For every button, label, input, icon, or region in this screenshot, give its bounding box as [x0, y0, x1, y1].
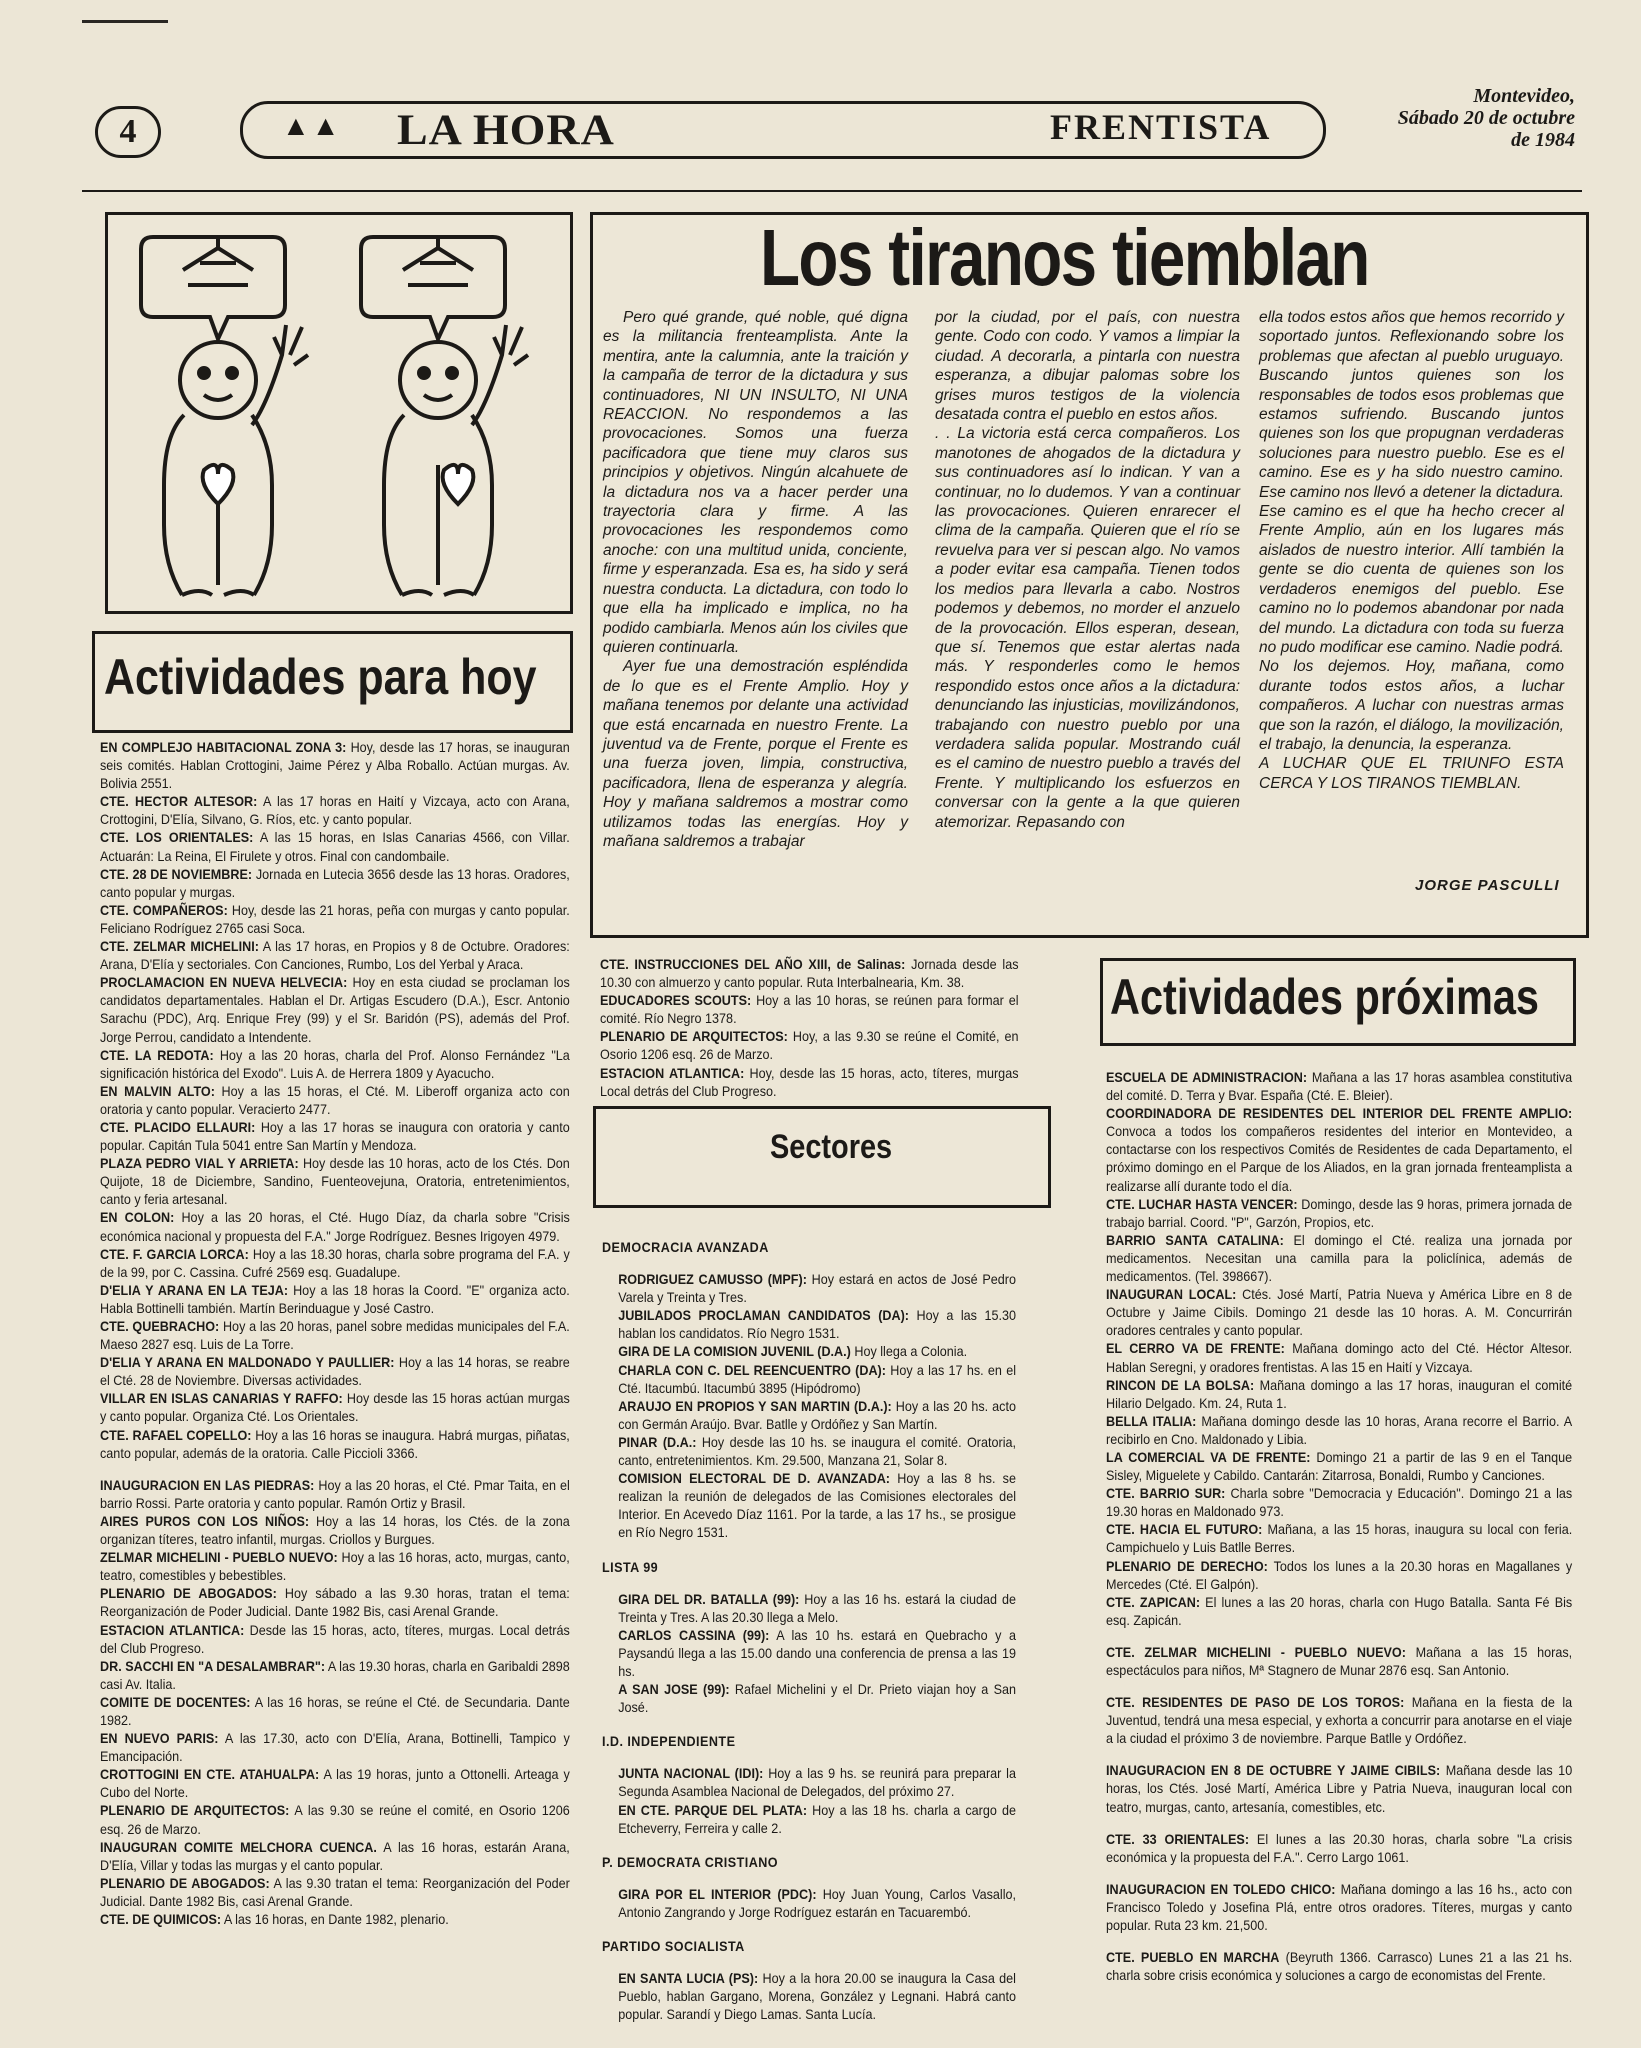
item-text: Hoy llega a Colonia. — [850, 1343, 968, 1360]
list-item — [1106, 1231, 1572, 1285]
list-item — [100, 828, 570, 864]
item-text: Hoy a las 14 horas, los Ctés. de la zona organizan títeres, teatro infantil, murgas. Criollos y Burgues. — [100, 1512, 570, 1548]
item-text: Domingo, desde las 9 horas, primera jornada de trabajo barrial. Coord. "P", Garzón, Propios, etc. — [1106, 1195, 1573, 1230]
item-text: Mañana domingo a las 16 hs., acto con Francisco Toledo y Josefina Plá, entre otros oradores. Títeres, murgas y canto popular. Ruta 23 km. 21,500. — [1106, 1880, 1573, 1934]
item-text: Mañana domingo a las 17 horas, inauguran el comité Hilario Delgado. Km. 24, Ruta 1. — [1106, 1376, 1573, 1411]
item-label: RODRIGUEZ CAMUSSO (MPF): — [618, 1271, 807, 1288]
item-text: El domingo el Cté. realiza una jornada por medicamentos. Necesitan una camilla para la policlínica, además de medicamentos. (Tel. 398667). — [1106, 1231, 1573, 1285]
newspaper-logo: LA HORA — [397, 105, 615, 154]
sectores-title: Sectores — [770, 1128, 893, 1166]
item-label: ESTACION ATLANTICA: — [600, 1064, 745, 1081]
editorial-paragraph: por la ciudad, por el país, con nuestra gente. Codo con codo. Y vamos a limpiar la ciudad. A decorarla, a pintarla con nuestra esperanza, a dibujar palomas sobre los grises muros testigos de la violencia desatada contra el pueblo en estos años. — [935, 309, 1240, 424]
item-text: Mañana domingo desde las 10 horas, Arana recorre el Barrio. A recibirlo en Cno. Maldonado y Libia. — [1106, 1412, 1573, 1447]
list-item — [1106, 1412, 1572, 1448]
list-item — [100, 1765, 570, 1801]
item-text: Hoy a las 18 horas la Coord. "E" organiza acto. Habla Bottinelli también. Martín Berinduague y José Castro. — [100, 1281, 570, 1316]
item-text: A las 17 horas, en Propios y 8 de Octubre. Oradores: Arana, D'Elía y sectoriales. Con Canciones, Rumbo, Los del Yerbal y Araca. — [100, 938, 570, 973]
item-label: CTE. LOS ORIENTALES: — [100, 829, 254, 846]
sectores-list — [602, 1222, 1016, 2023]
item-text: Mañana domingo acto del Cté. Héctor Altesor. Hablan Seregni, y oradores frentistas. A las 15 en Haití y Vizcaya. — [1106, 1340, 1573, 1375]
list-item — [100, 1353, 570, 1389]
list-item — [100, 1693, 570, 1729]
list-item — [602, 1764, 1016, 1800]
list-item — [602, 1885, 1016, 1921]
list-item — [600, 955, 1019, 991]
item-label: CARLOS CASSINA (99): — [618, 1626, 770, 1643]
item-label: EN CTE. PARQUE DEL PLATA: — [618, 1801, 808, 1818]
item-label: COMISION ELECTORAL DE D. AVANZADA: — [618, 1470, 890, 1487]
item-text: Hoy, desde las 21 horas, peña con murgas y canto popular. Feliciano Rodríguez 2765 casi Soca. — [100, 901, 570, 936]
item-text: Todos los lunes a la 20.30 horas en Magallanes y Mercedes (Cté. El Galpón). — [1106, 1557, 1573, 1592]
list-item — [602, 1590, 1016, 1626]
item-label: EL CERRO VA DE FRENTE: — [1106, 1340, 1285, 1357]
list-item — [100, 1281, 570, 1317]
item-text: Hoy a las 16 hs. estará la ciudad de Treinta y Tres. A las 20.30 llega a Melo. — [618, 1590, 1016, 1625]
list-item — [100, 1621, 570, 1657]
item-text: A las 10 hs. estará en Quebracho y a Paysandú llega a las 15.00 dando una conferencia de prensa a las 19 hs. — [618, 1626, 1016, 1679]
item-text: Mañana, a las 15 horas, inaugura su local con feria. Campichuelo y Luis Batlle Berres. — [1106, 1521, 1573, 1556]
list-item — [602, 1306, 1016, 1342]
item-label: CTE. QUEBRACHO: — [100, 1318, 220, 1334]
item-text: Mañana a las 17 horas asamblea constitutiva del comité. D. Terra y Bvar. España (Cté. E. Bleier). — [1106, 1069, 1573, 1104]
list-item — [100, 738, 570, 792]
item-text: Ctés. José Martí, Patria Nueva y América Libre en 8 de Octubre y Jaime Cibils. Domingo 21 desde las 10 horas. A. M. Concurrirán oradores centrales y canto popular. — [1106, 1286, 1573, 1339]
item-label: CTE. LA REDOTA: — [100, 1046, 214, 1063]
item-text: Hoy sábado a las 9.30 horas, tratan el tema: Reorganización de Poder Judicial. Dante 1982 Bis, casi Arenal Grande. — [100, 1585, 570, 1620]
item-text: Desde las 15 horas, acto, títeres, murgas. Local detrás del Club Progreso. — [100, 1621, 570, 1656]
item-label: INAUGURACION EN LAS PIEDRAS: — [100, 1476, 315, 1493]
list-item — [1106, 1948, 1572, 1984]
sector-heading: PARTIDO SOCIALISTA — [602, 1938, 745, 1954]
item-text: A las 9.30 tratan el tema: Reorganización del Poder Judicial. Dante 1982 Bis, casi Arenal Grande. — [100, 1874, 570, 1909]
item-text: (Beyruth 1366. Carrasco) Lunes 21 a las 21 hs. charla sobre crisis económica y soluciones a cargo de economistas del Frente. — [1106, 1949, 1573, 1984]
list-item — [100, 1512, 570, 1548]
item-text: A las 19.30 horas, charla en Garibaldi 2898 casi Av. Italia. — [100, 1657, 570, 1692]
mascot-figures-icon — [108, 215, 570, 611]
section-title: FRENTISTA — [1050, 107, 1272, 147]
editorial-column-3 — [1259, 308, 1564, 793]
item-text: Hoy a las 14 horas, se reabre el Cté. 28 de Noviembre. Diversas actividades. — [100, 1354, 570, 1389]
item-label: CTE. COMPAÑEROS: — [100, 901, 228, 918]
list-item — [1106, 1557, 1572, 1593]
list-item — [100, 1046, 570, 1082]
item-label: JUNTA NACIONAL (IDI): — [618, 1765, 764, 1782]
item-label: CTE. ZAPICAN: — [1106, 1593, 1201, 1610]
editorial-paragraph: Ayer fue una demostración espléndida de lo que es el Frente Amplio. Hoy y mañana tenemos por delante una actividad que está encarnada en nuestro Frente. La juventud va de Frente, porque el Frente es una fuerza joven, limpia, constructiva, pacificadora, llena de esperanza y alegría. Hoy y mañana saldremos a mostrar como utilizamos todas las energías. Hoy y mañana saldremos a trabajar — [603, 658, 908, 850]
actividades-proximas-list — [1106, 1068, 1572, 1984]
item-label: PLENARIO DE ARQUITECTOS: — [600, 1028, 788, 1045]
item-label: ESCUELA DE ADMINISTRACION: — [1106, 1069, 1308, 1085]
item-label: EN MALVIN ALTO: — [100, 1082, 215, 1099]
item-label: GIRA DEL DR. BATALLA (99): — [618, 1590, 800, 1607]
item-text: Mañana en la fiesta de la Juventud, tendrá una mesa especial, y exhorta a concurrir para anotarse en el viaje a la ciudad el próximo 3 de noviembre. Parque Batlle y Ordóñez. — [1106, 1694, 1573, 1747]
list-item — [602, 1680, 1016, 1716]
list-item — [600, 991, 1019, 1027]
page-number: 4 — [95, 106, 161, 158]
list-item — [100, 865, 570, 901]
item-text: Hoy a las 16 horas se inaugura. Habrá murgas, piñatas, canto popular, además de la oratoria. Calle Piccioli 3366. — [100, 1426, 570, 1461]
item-label: CTE. HECTOR ALTESOR: — [100, 793, 258, 810]
item-text: Hoy desde las 15 horas actúan murgas y canto popular. Organiza Cté. Los Orientales. — [100, 1390, 570, 1425]
item-text: Hoy, desde las 15 horas, acto, títeres, murgas Local detrás del Club Progreso. — [600, 1064, 1019, 1099]
list-item — [602, 1397, 1016, 1433]
date-year: de 1984 — [1511, 129, 1575, 151]
item-text: Mañana a las 15 horas, espectáculos para niños, Mª Stagnero de Munar 2876 esq. San Antonio. — [1106, 1643, 1573, 1678]
item-label: EN SANTA LUCIA (PS): — [618, 1970, 759, 1987]
item-label: CTE. HACIA EL FUTURO: — [1106, 1521, 1263, 1538]
item-text: Domingo 21 a partir de las 9 en el Tanque Sisley, Miguelete y Cabildo. Cantarán: Zitarrosa, Bonaldi, Rumbo y Canciones. — [1106, 1448, 1573, 1484]
list-item — [1106, 1880, 1572, 1934]
editorial-paragraph: ella todos estos años que hemos recorrido y soportado juntos. Reflexionando sobre los problemas que afectan al pueblo uruguayo. Buscando juntos quienes son los responsables de todos esos problemas que estamos sufriendo. Buscando juntos quienes son los que propugnan verdaderas soluciones para nuestro pueblo. Ese es el camino. Ese es y ha sido nuestro camino. Ese camino nos llevó a detener la dictadura. Ese camino es el que ha hecho crecer al Frente Amplio, aún en los lugares más aislados de nuestro interior. Allí también la gente se dio cuenta de quienes son los verdaderos enemigos del pueblo. Ese camino no lo podemos abandonar por nada del mundo. La dictadura con toda su fuerza no pudo modificar ese camino. Nadie podrá. No los dejemos. Hoy, mañana, como durante todos estos años, a luchar compañeros. A luchar con nuestras armas que son la razón, el diálogo, la movilización, el trabajo, la denuncia, la esperanza. — [1259, 309, 1565, 753]
item-label: GIRA POR EL INTERIOR (PDC): — [618, 1885, 817, 1902]
item-label: COORDINADORA DE RESIDENTES DEL INTERIOR DEL FRENTE AMPLIO: — [1106, 1105, 1573, 1122]
item-label: CTE. ZELMAR MICHELINI - PUEBLO NUEVO: — [1106, 1643, 1406, 1660]
dateline — [1310, 85, 1575, 151]
list-item — [100, 1874, 570, 1910]
logo-arrows-icon: ▲▲ — [282, 110, 342, 141]
item-label: CTE. PUEBLO EN MARCHA — [1106, 1949, 1280, 1966]
item-label: D'ELIA Y ARANA EN LA TEJA: — [100, 1281, 289, 1298]
item-text: A las 17.30, acto con D'Elía, Arana, Bottinelli, Tampico y Emancipación. — [100, 1730, 570, 1765]
item-label: PROCLAMACION EN NUEVA HELVECIA: — [100, 974, 348, 991]
item-text: El lunes a las 20.30 horas, charla sobre "La crisis económica y la propuesta del F.A.". Cerro Largo 1061. — [1106, 1830, 1573, 1865]
item-label: BARRIO SANTA CATALINA: — [1106, 1231, 1284, 1248]
sector-heading: DEMOCRACIA AVANZADA — [602, 1239, 769, 1255]
item-label: AIRES PUROS CON LOS NIÑOS: — [100, 1512, 310, 1529]
item-label: A SAN JOSE (99): — [618, 1681, 730, 1698]
item-text: A las 17 horas en Haití y Vizcaya, acto con Arana, Crottogini, D'Elía, Silvano, G. Ríos, etc. y canto popular. — [100, 793, 570, 828]
item-text: Hoy a las 20 horas, el Cté. Hugo Díaz, da charla sobre "Crisis económica nacional y propuesta del F.A." Jorge Rodríguez. Besnes Irigoyen 4979. — [100, 1209, 570, 1244]
list-item — [100, 1838, 570, 1874]
list-item — [602, 1626, 1016, 1680]
list-item — [600, 1027, 1019, 1063]
item-label: CTE. 28 DE NOVIEMBRE: — [100, 865, 253, 882]
list-item — [602, 1270, 1016, 1306]
item-label: EN NUEVO PARIS: — [100, 1730, 219, 1747]
actividades-hoy-title: Actividades para hoy — [104, 649, 537, 705]
list-item — [100, 1082, 570, 1118]
item-label: RINCON DE LA BOLSA: — [1106, 1376, 1255, 1393]
item-text: Hoy a las 8 hs. se realizan la reunión de delegados de las Comisiones electorales del Interior. En Acevedo Díaz 1161. Por la tarde, a las 17 hs., se prosigue en Río Negro 1531. — [618, 1470, 1016, 1541]
middle-listings — [600, 955, 1019, 1100]
item-label: ARAUJO EN PROPIOS Y SAN MARTIN (D.A.): — [618, 1397, 892, 1414]
item-text: Hoy estará en actos de José Pedro Varela y Treinta y Tres. — [618, 1271, 1016, 1306]
item-label: ESTACION ATLANTICA: — [100, 1621, 245, 1638]
list-item — [100, 1208, 570, 1244]
item-text: Charla sobre "Democracia y Educación". Domingo 21 a las 19.30 horas en Maldonado 973. — [1106, 1485, 1573, 1520]
list-item — [1106, 1830, 1572, 1866]
list-item — [100, 1118, 570, 1154]
item-text: Hoy a la hora 20.00 se inaugura la Casa del Pueblo, hablan Gargano, Morena, González y Legnani. Habrá canto popular. Sarandí y Diego Lamas. Santa Lucía. — [618, 1970, 1016, 2023]
item-text: Mañana desde las 10 horas, los Ctés. José Martí, América Libre y Patria Nueva, inauguran local con teatro, murgas, canto, artesanía, comestibles, etc. — [1106, 1762, 1573, 1815]
item-label: PINAR (D.A.: — [618, 1433, 697, 1450]
item-text: A las 15 horas, en Islas Canarias 4566, con Villar. Actuarán: La Reina, El Firulete y otros. Final con candombaile. — [100, 829, 570, 864]
sector-heading: P. DEMOCRATA CRISTIANO — [602, 1853, 779, 1870]
item-text: Rafael Michelini y el Dr. Prieto viajan hoy a San José. — [618, 1681, 1016, 1716]
list-item — [100, 1389, 570, 1425]
item-label: CTE. DE QUIMICOS: — [100, 1911, 222, 1927]
item-label: COMITE DE DOCENTES: — [100, 1693, 251, 1710]
list-item — [1106, 1484, 1572, 1520]
list-item — [600, 1064, 1019, 1100]
item-text: Jornada desde las 10.30 con almuerzo y canto popular. Ruta Interbalnearia, Km. 38. — [600, 956, 1019, 991]
editorial-closing: A LUCHAR QUE EL TRIUNFO ESTA CERCA Y LOS TIRANOS TIEMBLAN. — [1259, 755, 1564, 792]
list-item — [1106, 1339, 1572, 1375]
item-label: JUBILADOS PROCLAMAN CANDIDATOS (DA): — [618, 1307, 909, 1324]
item-text: A las 16 horas, en Dante 1982, plenario. — [221, 1911, 449, 1927]
item-text: Hoy a las 17 horas se inaugura con oratoria y canto popular. Capitán Tula 5041 entre San Martín y Mendoza. — [100, 1118, 570, 1154]
item-label: CTE. RESIDENTES DE PASO DE LOS TOROS: — [1106, 1694, 1405, 1711]
item-label: D'ELIA Y ARANA EN MALDONADO Y PAULLIER: — [100, 1354, 395, 1371]
editorial-signature: JORGE PASCULLI — [1415, 877, 1560, 894]
list-item — [100, 1729, 570, 1765]
item-label: ZELMAR MICHELINI - PUEBLO NUEVO: — [100, 1549, 338, 1566]
top-rule — [82, 20, 168, 23]
list-item — [100, 1910, 570, 1928]
list-item — [602, 1342, 1016, 1360]
list-item — [602, 1469, 1016, 1541]
item-text: Hoy a las 20 horas, el Cté. Pmar Taita, en el barrio Rossi. Parte oratoria y canto popular. Ramón Ortiz y Brasil. — [100, 1476, 570, 1511]
item-text: Hoy a las 18.30 horas, charla sobre programa del F.A. y de la 99, por C. Cassina. Cufré 2569 esq. Guadalupe. — [100, 1245, 570, 1280]
item-text: Hoy a las 9 hs. se reunirá para preparar la Segunda Asamblea Nacional de Delegados, del próximo 27. — [618, 1765, 1016, 1800]
item-text: Hoy a las 15.30 hablan los candidatos. Río Negro 1531. — [618, 1307, 1017, 1342]
list-item — [602, 1969, 1016, 2023]
item-label: PLENARIO DE ARQUITECTOS: — [100, 1802, 290, 1819]
list-item — [1106, 1761, 1572, 1815]
list-item — [100, 1426, 570, 1462]
item-text: Hoy a las 20 horas, panel sobre medidas municipales del F.A. Maeso 2827 esq. Luis de La Torre. — [100, 1318, 570, 1353]
item-text: Hoy, a las 9.30 se reúne el Comité, en Osorio 1206 esq. 26 de Marzo. — [600, 1028, 1019, 1063]
item-text: Hoy a las 20 horas, charla del Prof. Alonso Fernández "La significación histórica del Exodo". Luis A. de Herrera 1809 y Ayacucho. — [100, 1046, 570, 1081]
item-text: Hoy desde las 10 horas, acto de los Ctés. Don Quijote, 18 de Diciembre, Sandino, Fuenteovejuna, Oratoria, entretenimientos, canto y feria artesanal. — [100, 1155, 570, 1208]
editorial-paragraph: . . La victoria está cerca compañeros. Los manotones de ahogados de la dictadura y sus continuadores así lo indican. Y van a continuar, no lo dudemos. Y van a continuar las provocaciones. Quieren enrarecer el clima de la campaña. Quieren que el río se revuelva para ver si pescan algo. No vamos a poder evitar esa campaña. Tienen todos los medios para llevarla a cabo. Nostros podemos y debemos, no morder el anzuelo de la provocación. Ellos esperan, desean, que sí. Tenemos que estar alertas nada más. Y responderles como le hemos respondido estos once años a la dictadura: denunciando las injusticias, movilizándonos, trabajando con nuestro pueblo por una verdadera salida popular. Mostrando cuál es el camino de nuestro pueblo a través del Frente. Y multiplicando los esfuerzos en conversar con la gente a la que quieren atemorizar. Repasando con — [935, 425, 1240, 831]
list-item — [1106, 1195, 1572, 1231]
item-label: CTE. ZELMAR MICHELINI: — [100, 938, 259, 955]
list-item — [1106, 1693, 1572, 1747]
sector-heading: I.D. INDEPENDIENTE — [602, 1733, 736, 1750]
list-item — [1106, 1593, 1572, 1629]
editorial-title: Los tiranos tiemblan — [760, 213, 1369, 302]
item-label: CTE. 33 ORIENTALES: — [1106, 1830, 1250, 1847]
list-item — [100, 901, 570, 937]
item-label: CTE. INSTRUCCIONES DEL AÑO XIII, de Salinas: — [600, 956, 906, 972]
item-label: DR. SACCHI EN "A DESALAMBRAR": — [100, 1657, 326, 1674]
list-item — [1106, 1068, 1572, 1104]
list-item — [100, 937, 570, 973]
list-item — [100, 1584, 570, 1620]
item-text: Jornada en Lutecia 3656 desde las 13 horas. Oradores, canto popular y murgas. — [100, 865, 570, 900]
list-item — [100, 1154, 570, 1208]
item-label: CROTTOGINI EN CTE. ATAHUALPA: — [100, 1766, 320, 1783]
item-label: PLENARIO DE DERECHO: — [1106, 1557, 1268, 1574]
list-item — [1106, 1520, 1572, 1556]
item-text: Convoca a todos los compañeros residentes del interior en Montevideo, a contactarse con los respectivos Comités de Residentes de cada Departamento, el próximo domingo en el Parque de los Aliados, en la gran jornada frenteamplista a realizarse allí durante todo el día. — [1106, 1123, 1573, 1194]
item-text: Hoy a las 20 hs. acto con Germán Araújo. Bvar. Batlle y Ordóñez y San Martín. — [618, 1397, 1016, 1432]
item-label: CTE. RAFAEL COPELLO: — [100, 1426, 252, 1443]
item-label: CTE. BARRIO SUR: — [1106, 1485, 1226, 1502]
item-label: PLENARIO DE ABOGADOS: — [100, 1874, 270, 1891]
list-item — [1106, 1448, 1572, 1484]
list-item — [602, 1433, 1016, 1469]
header-divider — [82, 190, 1582, 192]
item-text: Hoy en esta ciudad se proclaman los candidatos departamentales. Hablan el Dr. Artigas Escudero (D.A.), Escr. Antonio Sarachu (PDC), Arq. Enrique Frey (99) y el Sr. Baridón (PS), además del Prof. Jorge Perrou, candidato a Intendente. — [100, 974, 570, 1045]
list-item — [602, 1361, 1016, 1397]
item-text: Hoy a las 16 horas, acto, murgas, canto, teatro, comestibles y bebestibles. — [100, 1549, 570, 1584]
item-label: INAUGURACION EN TOLEDO CHICO: — [1106, 1880, 1336, 1897]
item-label: BELLA ITALIA: — [1106, 1412, 1197, 1429]
item-label: EDUCADORES SCOUTS: — [600, 992, 752, 1009]
item-label: CTE. F. GARCIA LORCA: — [100, 1245, 249, 1262]
item-label: LA COMERCIAL VA DE FRENTE: — [1106, 1448, 1311, 1465]
item-label: INAUGURAN COMITE MELCHORA CUENCA. — [100, 1838, 377, 1855]
actividades-hoy-list — [100, 738, 570, 1928]
list-item — [1106, 1104, 1572, 1194]
list-item — [100, 1476, 570, 1512]
item-label: INAUGURAN LOCAL: — [1106, 1286, 1237, 1303]
list-item — [100, 792, 570, 828]
list-item — [100, 1801, 570, 1837]
item-label: PLENARIO DE ABOGADOS: — [100, 1585, 277, 1602]
editorial-paragraph: Pero qué grande, qué noble, qué digna es la militancia frenteamplista. Ante la mentira, ante la calumnia, ante la traición y la campaña de terror de la dictadura y sus continuadores, NI UN INSULTO, NI UNA REACCION. No respondemos a las provocaciones. Somos una fuerza pacificadora que tiene muy claros sus principios y objetivos. Ningún alcahuete de la dictadura nos va a hacer perder una trayectoria clara y firme. A las provocaciones les respondemos como anoche: con una multitud unida, conciente, firme y esperanzada. Esa es, ha sido y será nuestra conducta. La dictadura, con todo lo que ella ha implicado e implica, no ha podido cambiarla. Menos aún los civiles que quieren continuarla. — [603, 309, 908, 656]
item-text: A las 19 horas, junto a Ottonelli. Arteaga y Cubo del Norte. — [100, 1766, 570, 1801]
item-label: INAUGURACION EN 8 DE OCTUBRE Y JAIME CIBILS: — [1106, 1762, 1441, 1779]
date-day: Sábado 20 de octubre — [1397, 107, 1575, 129]
list-item — [100, 1245, 570, 1281]
item-text: A las 16 horas, se reúne el Cté. de Secundaria. Dante 1982. — [100, 1693, 570, 1728]
item-text: Hoy a las 10 horas, se reúnen para formar el comité. Río Negro 1378. — [600, 992, 1019, 1027]
actividades-proximas-title: Actividades próximas — [1110, 969, 1540, 1025]
item-text: A las 16 horas, estarán Arana, D'Elía, Villar y todas las murgas y el canto popular. — [100, 1838, 570, 1873]
item-text: Hoy a las 15 horas, el Cté. M. Liberoff organiza acto con oratoria y canto popular. Veracierto 2477. — [100, 1082, 570, 1117]
item-text: Hoy, desde las 17 horas, se inauguran seis comités. Hablan Crottogini, Jaime Pérez y Alba Roballo. Actúan murgas. Av. Bolivia 2551. — [100, 739, 570, 792]
item-label: CHARLA CON C. DEL REENCUENTRO (DA): — [618, 1361, 886, 1378]
item-text: Hoy a las 17 hs. en el Cté. Itacumbú. Itacumbú 3895 (Hipódromo) — [618, 1361, 1017, 1396]
list-item — [100, 1657, 570, 1693]
item-label: CTE. LUCHAR HASTA VENCER: — [1106, 1195, 1298, 1212]
list-item — [1106, 1643, 1572, 1679]
cartoon-illustration — [105, 212, 573, 614]
editorial-column-2 — [935, 308, 1240, 832]
sector-heading: LISTA 99 — [602, 1558, 659, 1575]
item-text: El lunes a las 20 horas, charla con Hugo Batalla. Santa Fé Bis esq. Zapicán. — [1106, 1593, 1573, 1628]
list-item — [1106, 1285, 1572, 1339]
item-label: GIRA DE LA COMISION JUVENIL (D.A.) — [618, 1343, 851, 1360]
item-text: Hoy a las 18 hs. charla a cargo de Etcheverry, Ferreira y calle 2. — [618, 1801, 1016, 1836]
item-label: EN COLON: — [100, 1209, 175, 1226]
date-city: Montevideo, — [1473, 85, 1575, 107]
list-item — [100, 1317, 570, 1353]
item-text: A las 9.30 se reúne el comité, en Osorio 1206 esq. 26 de Marzo. — [100, 1802, 570, 1837]
list-item — [602, 1801, 1016, 1837]
list-item — [100, 1548, 570, 1584]
list-item — [1106, 1376, 1572, 1412]
list-item — [100, 973, 570, 1045]
item-text: Hoy Juan Young, Carlos Vasallo, Antonio Zangrando y Jorge Rodríguez estarán en Tacuarembó. — [618, 1885, 1016, 1920]
item-label: PLAZA PEDRO VIAL Y ARRIETA: — [100, 1155, 299, 1172]
editorial-column-1 — [603, 308, 908, 851]
item-label: EN COMPLEJO HABITACIONAL ZONA 3: — [100, 739, 347, 755]
item-label: CTE. PLACIDO ELLAURI: — [100, 1118, 256, 1135]
item-label: VILLAR EN ISLAS CANARIAS Y RAFFO: — [100, 1390, 343, 1407]
item-text: Hoy desde las 10 hs. se inaugura el comité. Oratoria, canto, entretenimientos. Km. 29.500, Manzana 21, Solar 8. — [618, 1433, 1016, 1469]
